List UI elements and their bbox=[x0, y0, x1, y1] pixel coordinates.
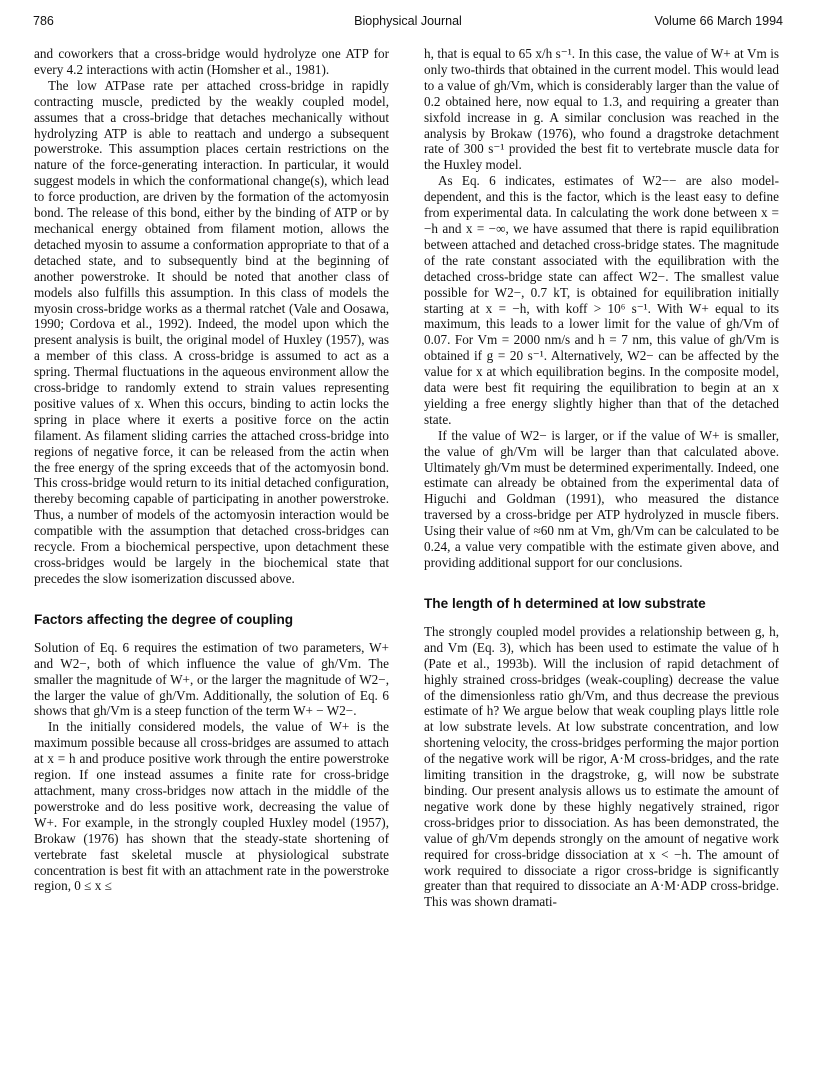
page-header bbox=[33, 14, 783, 30]
paragraph: Solution of Eq. 6 requires the estimation of two parameters, W+ and W2−, both of which influence the value of gh/Vm. The smaller the magnitude of W+, or the larger the magnitude of W2−, the larger the value of gh/Vm. Additionally, the solution of Eq. 6 shows that gh/Vm is a steep function of the term W+ − W2−. bbox=[34, 639, 389, 719]
right-column bbox=[424, 46, 779, 910]
paragraph: As Eq. 6 indicates, estimates of W2−− are also model-dependent, and this is the factor, which is the least easy to define from experimental data. In calculating the work done between x = −h and x = −∞, we have assumed that there is rapid equilibration between attached and detached cross-bridge states. The magnitude of the rate constant associated with the equilibration with the detached cross-bridge state can affect W2−. The smallest value possible for W2−, 0.7 kT, is obtained for equilibration initially starting at x = −h, with koff > 10⁶ s⁻¹. With W+ equal to its maximum, this leads to a lower limit for the value of gh/Vm of 0.07. For Vm = 2000 nm/s and h = 7 nm, this value of gh/Vm is obtained if g = 20 s⁻¹. Alternatively, W2− can be affected by the value for x at which equilibration begins. In the composite model, data were best fit requiring the equilibration to begin at an x yielding a free energy slightly higher than that of the detached state. bbox=[424, 173, 779, 427]
journal-title: Biophysical Journal bbox=[354, 14, 462, 28]
paragraph: and coworkers that a cross-bridge would hydrolyze one ATP for every 4.2 interactions with actin (Homsher et al., 1981). bbox=[34, 46, 389, 77]
left-column bbox=[34, 46, 389, 894]
section-heading: The length of h determined at low substrate bbox=[424, 595, 706, 611]
volume-date: Volume 66 March 1994 bbox=[654, 14, 783, 28]
page-number: 786 bbox=[33, 14, 54, 28]
paragraph: The strongly coupled model provides a relationship between g, h, and Vm (Eq. 3), which has been used to estimate the value of h (Pate et al., 1993b). Will the inclusion of rapid detachment of highly strained cross-bridges (weak-coupling) decrease the value of the dimensionless ratio gh/Vm, and thus decrease the previous estimate of h? We argue below that weak coupling plays little role at low substrate levels. At low substrate concentration, and low shortening velocity, the cross-bridges performing the major portion of the negative work will be rigor, A·M cross-bridges, and the rate limiting transition in the dragstroke, g, will now be substrate binding. Our present analysis allows us to estimate the amount of negative work done by these highly negatively strained, rigor cross-bridges prior to dissociation. As has been demonstrated, the value of gh/Vm depends strongly on the amount of negative work required for cross-bridge dissociation at x < −h. The amount of work required to dissociate a rigor cross-bridge is significantly greater than that required to dissociate an A·M·ADP cross-bridge. This was shown dramati- bbox=[424, 623, 779, 910]
paragraph: If the value of W2− is larger, or if the value of W+ is smaller, the value of gh/Vm will be larger than that calculated above. Ultimately gh/Vm must be determined experimentally. Indeed, one estimate can already be obtained from the experimental data of Higuchi and Goldman (1991), who measured the distance traversed by a cross-bridge per ATP hydrolyzed in muscle fibers. Using their value of ≈60 nm at Vm, gh/Vm can be calculated to be 0.24, a value very compatible with the estimate given above, and providing additional support for our conclusions. bbox=[424, 427, 779, 570]
paragraph: h, that is equal to 65 x/h s⁻¹. In this case, the value of W+ at Vm is only two-thirds that obtained in the current model. This would lead to a value of gh/Vm, which is considerably larger than the value of 0.2 obtained here, now equal to 1.3, and requiring a greater than sixfold increase in g. A similar conclusion was reached in the analysis by Brokaw (1976), who found a dragstroke detachment rate of 300 s⁻¹ provided the best fit to vertebrate muscle data for the Huxley model. bbox=[424, 46, 779, 173]
section-heading: Factors affecting the degree of coupling bbox=[34, 611, 294, 627]
paragraph: In the initially considered models, the value of W+ is the maximum possible because all cross-bridges are assumed to attach at x = h and produce positive work through the entire powerstroke region. If one instead assumes a finite rate for cross-bridge attachment, many cross-bridges now attach in the middle of the powerstroke and do less positive work, decreasing the value of W+. For example, in the strongly coupled Huxley model (1957), Brokaw (1976) has shown that the steady-state shortening of vertebrate fast skeletal muscle at physiological substrate concentration is best fit with an attachment rate in the powerstroke region, 0 ≤ x ≤ bbox=[34, 719, 389, 894]
paragraph: The low ATPase rate per attached cross-bridge in rapidly contracting muscle, predicted by the weakly coupled model, assumes that a cross-bridge that detaches mechanically without hydrolyzing ATP is able to reattach and undergo a subsequent powerstroke. This assumption places certain restrictions on the nature of the force-generating interaction. In particular, it would suggest models in which the conformational change(s), which lead to force production, are driven by the formation of the actomyosin bond. The release of this bond, either by the binding of ATP or by mechanical energy obtained from filament motion, allows the detached myosin to assume a conformation appropriate to that of a detached state, and to subsequently bind at the beginning of another powerstroke. It should be noted that another class of models also fulfills this assumption. In this class of models the myosin cross-bridge works as a thermal ratchet (Vale and Oosawa, 1990; Cordova et al., 1992). Indeed, the model upon which the present analysis is built, the original model of Huxley (1957), was a member of this class. A cross-bridge is assumed to act as a spring. Thermal fluctuations in the aqueous environment allow the cross-bridge to randomly extend to strain values representing positive values of x. When this occurs, binding to actin locks the spring in place where it exerts a positive force on the actin filament. As filament sliding carries the attached cross-bridge into regions of negative force, it can be released from the actin when the free energy of the spring exceeds that of the actomyosin bond. This cross-bridge would return to its initial detached configuration, thereby becoming capable of participating in another powerstroke. Thus, a number of models of the actomyosin interaction would be compatible with the assumption that detached cross-bridges can recycle. From a biochemical perspective, upon detachment these cross-bridges would be largely in the biochemical state that precedes the slow isomerization discussed above. bbox=[34, 77, 389, 586]
